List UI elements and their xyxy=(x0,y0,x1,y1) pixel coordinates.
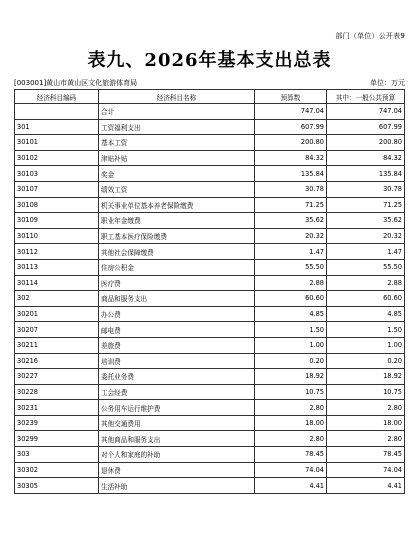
currency-unit-label: 单位：万元 xyxy=(370,79,405,87)
cell-budget: 60.60 xyxy=(255,291,327,307)
cell-econ-code: 30112 xyxy=(15,244,99,260)
table-row xyxy=(15,104,405,120)
cell-general-budget: 78.45 xyxy=(327,447,405,463)
cell-general-budget: 20.32 xyxy=(327,228,405,244)
table-row xyxy=(15,384,405,400)
cell-econ-code: 30231 xyxy=(15,400,99,416)
cell-budget: 4.41 xyxy=(255,478,327,494)
cell-econ-name: 培训费 xyxy=(99,353,255,369)
cell-econ-code: 301 xyxy=(15,119,99,135)
cell-econ-code: 30207 xyxy=(15,322,99,338)
cell-econ-code: 30211 xyxy=(15,337,99,353)
cell-econ-code: 303 xyxy=(15,447,99,463)
cell-general-budget: 30.78 xyxy=(327,181,405,197)
header-general-budget: 其中：一般公共预算 xyxy=(327,90,405,104)
cell-general-budget: 55.50 xyxy=(327,259,405,275)
cell-econ-name: 住房公积金 xyxy=(99,259,255,275)
table-row xyxy=(15,478,405,494)
cell-econ-code: 30110 xyxy=(15,228,99,244)
cell-general-budget: 607.99 xyxy=(327,119,405,135)
cell-econ-code: 30109 xyxy=(15,213,99,229)
cell-econ-code: 30201 xyxy=(15,306,99,322)
cell-budget: 135.84 xyxy=(255,166,327,182)
cell-econ-name: 其他交通费用 xyxy=(99,415,255,431)
cell-econ-name: 生活补助 xyxy=(99,478,255,494)
cell-budget: 74.04 xyxy=(255,462,327,478)
cell-general-budget: 18.92 xyxy=(327,369,405,385)
cell-general-budget: 4.85 xyxy=(327,306,405,322)
cell-econ-name: 工会经费 xyxy=(99,384,255,400)
basic-expenditure-table xyxy=(14,89,405,494)
cell-budget: 607.99 xyxy=(255,119,327,135)
table-row xyxy=(15,415,405,431)
table-row xyxy=(15,119,405,135)
cell-econ-name: 退休费 xyxy=(99,462,255,478)
cell-econ-code: 30227 xyxy=(15,369,99,385)
unit-name: [003001]黄山市黄山区文化旅游体育局 xyxy=(14,79,138,87)
table-row xyxy=(15,291,405,307)
cell-general-budget: 4.41 xyxy=(327,478,405,494)
cell-general-budget: 200.80 xyxy=(327,135,405,151)
cell-econ-name: 工资福利支出 xyxy=(99,119,255,135)
cell-general-budget: 0.20 xyxy=(327,353,405,369)
cell-econ-code: 30113 xyxy=(15,259,99,275)
table-row xyxy=(15,259,405,275)
cell-econ-code: 30102 xyxy=(15,150,99,166)
cell-econ-name: 医疗费 xyxy=(99,275,255,291)
cell-general-budget: 71.25 xyxy=(327,197,405,213)
cell-budget: 1.00 xyxy=(255,337,327,353)
cell-econ-name: 邮电费 xyxy=(99,322,255,338)
cell-econ-name: 对个人和家庭的补助 xyxy=(99,447,255,463)
table-row xyxy=(15,275,405,291)
cell-general-budget: 1.00 xyxy=(327,337,405,353)
cell-budget: 30.78 xyxy=(255,181,327,197)
cell-budget: 18.00 xyxy=(255,415,327,431)
table-row xyxy=(15,400,405,416)
cell-econ-name: 委托业务费 xyxy=(99,369,255,385)
cell-budget: 4.85 xyxy=(255,306,327,322)
cell-econ-name: 差旅费 xyxy=(99,337,255,353)
table-row xyxy=(15,447,405,463)
header-econ-code: 经济科目编码 xyxy=(15,90,99,104)
cell-econ-name: 职业年金缴费 xyxy=(99,213,255,229)
table-row xyxy=(15,353,405,369)
cell-general-budget: 10.75 xyxy=(327,384,405,400)
cell-econ-name: 机关事业单位基本养老保险缴费 xyxy=(99,197,255,213)
cell-budget: 200.80 xyxy=(255,135,327,151)
table-row xyxy=(15,462,405,478)
cell-econ-code xyxy=(15,104,99,120)
cell-general-budget: 747.04 xyxy=(327,104,405,120)
table-row xyxy=(15,150,405,166)
table-row xyxy=(15,369,405,385)
cell-general-budget: 60.60 xyxy=(327,291,405,307)
cell-econ-name: 其他商品和服务支出 xyxy=(99,431,255,447)
cell-budget: 78.45 xyxy=(255,447,327,463)
cell-budget: 1.47 xyxy=(255,244,327,260)
cell-econ-code: 30305 xyxy=(15,478,99,494)
table-row xyxy=(15,181,405,197)
cell-budget: 1.50 xyxy=(255,322,327,338)
cell-econ-name: 津贴补贴 xyxy=(99,150,255,166)
cell-econ-name: 商品和服务支出 xyxy=(99,291,255,307)
cell-budget: 2.80 xyxy=(255,400,327,416)
cell-budget: 35.62 xyxy=(255,213,327,229)
table-row xyxy=(15,306,405,322)
page-title: 表九、2026年基本支出总表 xyxy=(87,50,332,71)
cell-econ-name: 职工基本医疗保险缴费 xyxy=(99,228,255,244)
cell-budget: 18.92 xyxy=(255,369,327,385)
cell-general-budget: 2.80 xyxy=(327,400,405,416)
cell-econ-name: 奖金 xyxy=(99,166,255,182)
report-table-number: 部门（单位）公开表9 xyxy=(335,32,405,40)
cell-econ-code: 30302 xyxy=(15,462,99,478)
cell-budget: 20.32 xyxy=(255,228,327,244)
cell-budget: 0.20 xyxy=(255,353,327,369)
cell-general-budget: 35.62 xyxy=(327,213,405,229)
cell-econ-code: 30101 xyxy=(15,135,99,151)
cell-econ-name: 绩效工资 xyxy=(99,181,255,197)
cell-budget: 2.88 xyxy=(255,275,327,291)
cell-econ-name: 其他社会保障缴费 xyxy=(99,244,255,260)
header-econ-name: 经济科目名称 xyxy=(99,90,255,104)
cell-econ-name: 基本工资 xyxy=(99,135,255,151)
cell-econ-code: 30228 xyxy=(15,384,99,400)
table-row xyxy=(15,135,405,151)
table-row xyxy=(15,337,405,353)
cell-econ-code: 302 xyxy=(15,291,99,307)
cell-econ-code: 30107 xyxy=(15,181,99,197)
cell-general-budget: 18.00 xyxy=(327,415,405,431)
cell-general-budget: 74.04 xyxy=(327,462,405,478)
cell-general-budget: 84.32 xyxy=(327,150,405,166)
table-row xyxy=(15,322,405,338)
header-budget: 预算数 xyxy=(255,90,327,104)
table-row xyxy=(15,431,405,447)
table-header-row xyxy=(15,90,405,104)
cell-econ-name: 合计 xyxy=(99,104,255,120)
cell-general-budget: 2.88 xyxy=(327,275,405,291)
cell-general-budget: 135.84 xyxy=(327,166,405,182)
cell-econ-code: 30114 xyxy=(15,275,99,291)
cell-budget: 10.75 xyxy=(255,384,327,400)
table-row xyxy=(15,228,405,244)
table-row xyxy=(15,166,405,182)
cell-econ-code: 30299 xyxy=(15,431,99,447)
table-row xyxy=(15,197,405,213)
cell-general-budget: 1.50 xyxy=(327,322,405,338)
cell-budget: 84.32 xyxy=(255,150,327,166)
cell-budget: 747.04 xyxy=(255,104,327,120)
cell-econ-name: 办公费 xyxy=(99,306,255,322)
cell-econ-code: 30239 xyxy=(15,415,99,431)
cell-budget: 55.50 xyxy=(255,259,327,275)
cell-general-budget: 1.47 xyxy=(327,244,405,260)
cell-econ-code: 30103 xyxy=(15,166,99,182)
cell-econ-code: 30108 xyxy=(15,197,99,213)
table-row xyxy=(15,213,405,229)
cell-econ-name: 公务用车运行维护费 xyxy=(99,400,255,416)
table-row xyxy=(15,244,405,260)
cell-budget: 2.80 xyxy=(255,431,327,447)
cell-econ-code: 30216 xyxy=(15,353,99,369)
cell-general-budget: 2.80 xyxy=(327,431,405,447)
cell-budget: 71.25 xyxy=(255,197,327,213)
